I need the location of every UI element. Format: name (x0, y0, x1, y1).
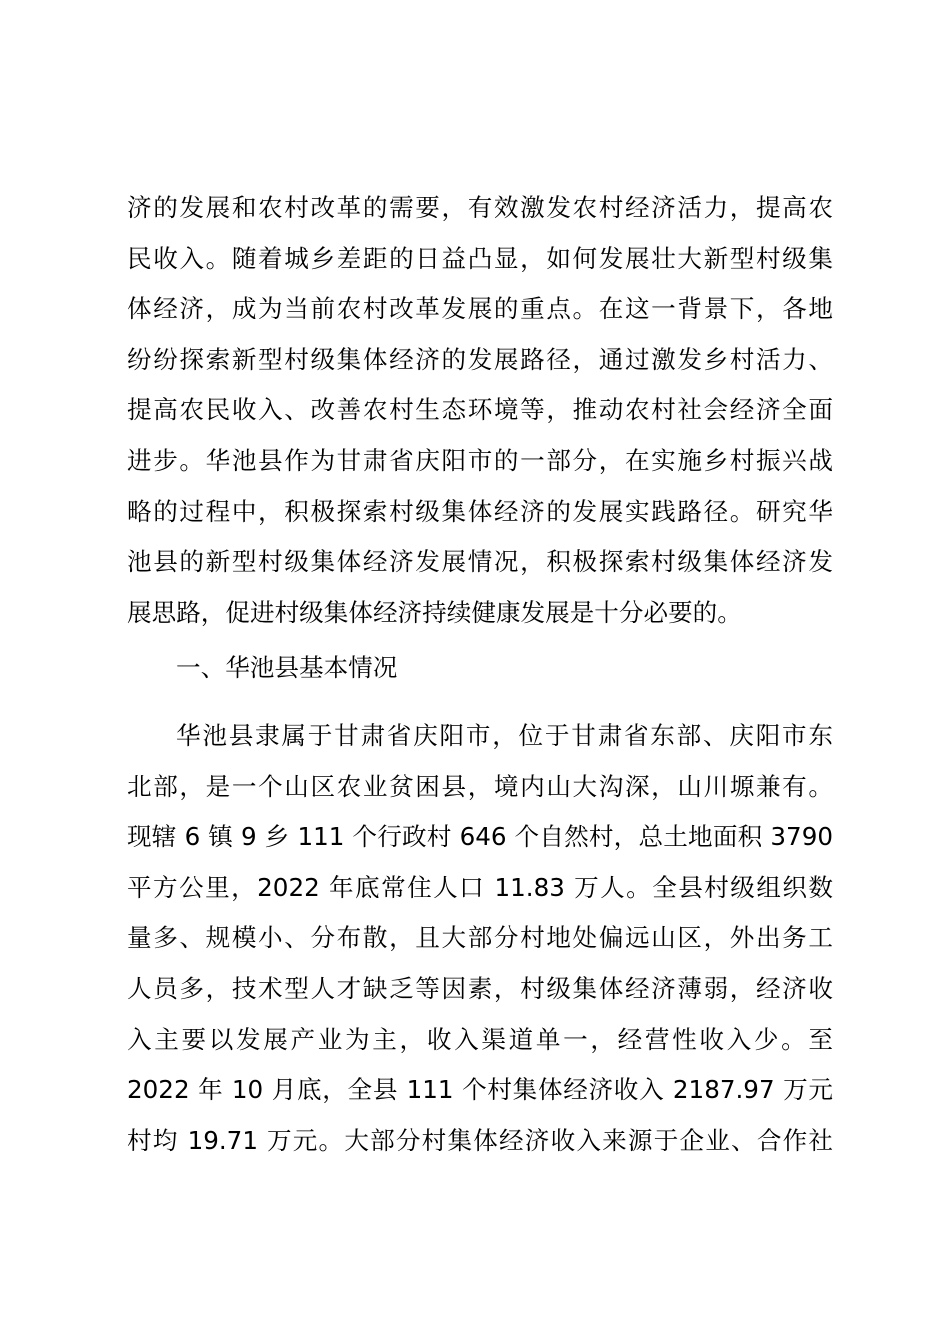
paragraph-line: 北部，是一个山区农业贫困县，境内山大沟深，山川塬兼有。 (127, 771, 833, 801)
paragraph-line: 体经济，成为当前农村改革发展的重点。在这一背景下，各地 (127, 294, 833, 324)
paragraph-line: 民收入。随着城乡差距的日益凸显，如何发展壮大新型村级集 (127, 243, 833, 273)
paragraph-line: 华池县隶属于甘肃省庆阳市，位于甘肃省东部、庆阳市东 (176, 721, 833, 750)
paragraph-basic-info (127, 711, 833, 1166)
paragraph-line: 人员多，技术型人才缺乏等因素，村级集体经济薄弱，经济收 (127, 973, 833, 1003)
paragraph-line: 池县的新型村级集体经济发展情况，积极探索村级集体经济发 (127, 547, 833, 577)
section-heading-block (127, 643, 833, 694)
section-heading: 一、华池县基本情况 (176, 653, 398, 682)
paragraph-line: 提高农民收入、改善农村生态环境等，推动农村社会经济全面 (127, 395, 833, 425)
paragraph-line: 村均 19.71 万元。大部分村集体经济收入来源于企业、合作社 (127, 1125, 833, 1155)
paragraph-line: 平方公里，2022 年底常住人口 11.83 万人。全县村级组织数 (127, 872, 833, 902)
paragraph-line: 展思路，促进村级集体经济持续健康发展是十分必要的。 (127, 597, 742, 627)
paragraph-line: 纷纷探索新型村级集体经济的发展路径，通过激发乡村活力、 (127, 344, 833, 374)
paragraph-line: 略的过程中，积极探索村级集体经济的发展实践路径。研究华 (127, 496, 833, 526)
paragraph-line: 2022 年 10 月底，全县 111 个村集体经济收入 2187.97 万元 (127, 1075, 833, 1105)
paragraph-line: 进步。华池县作为甘肃省庆阳市的一部分，在实施乡村振兴战 (127, 445, 833, 475)
paragraph-intro (127, 183, 833, 638)
paragraph-line: 济的发展和农村改革的需要，有效激发农村经济活力，提高农 (127, 193, 833, 222)
paragraph-line: 现辖 6 镇 9 乡 111 个行政村 646 个自然村，总土地面积 3790 (127, 822, 833, 852)
paragraph-line: 量多、规模小、分布散，且大部分村地处偏远山区，外出务工 (127, 923, 833, 953)
paragraph-line: 入主要以发展产业为主，收入渠道单一，经营性收入少。至 (127, 1024, 833, 1054)
